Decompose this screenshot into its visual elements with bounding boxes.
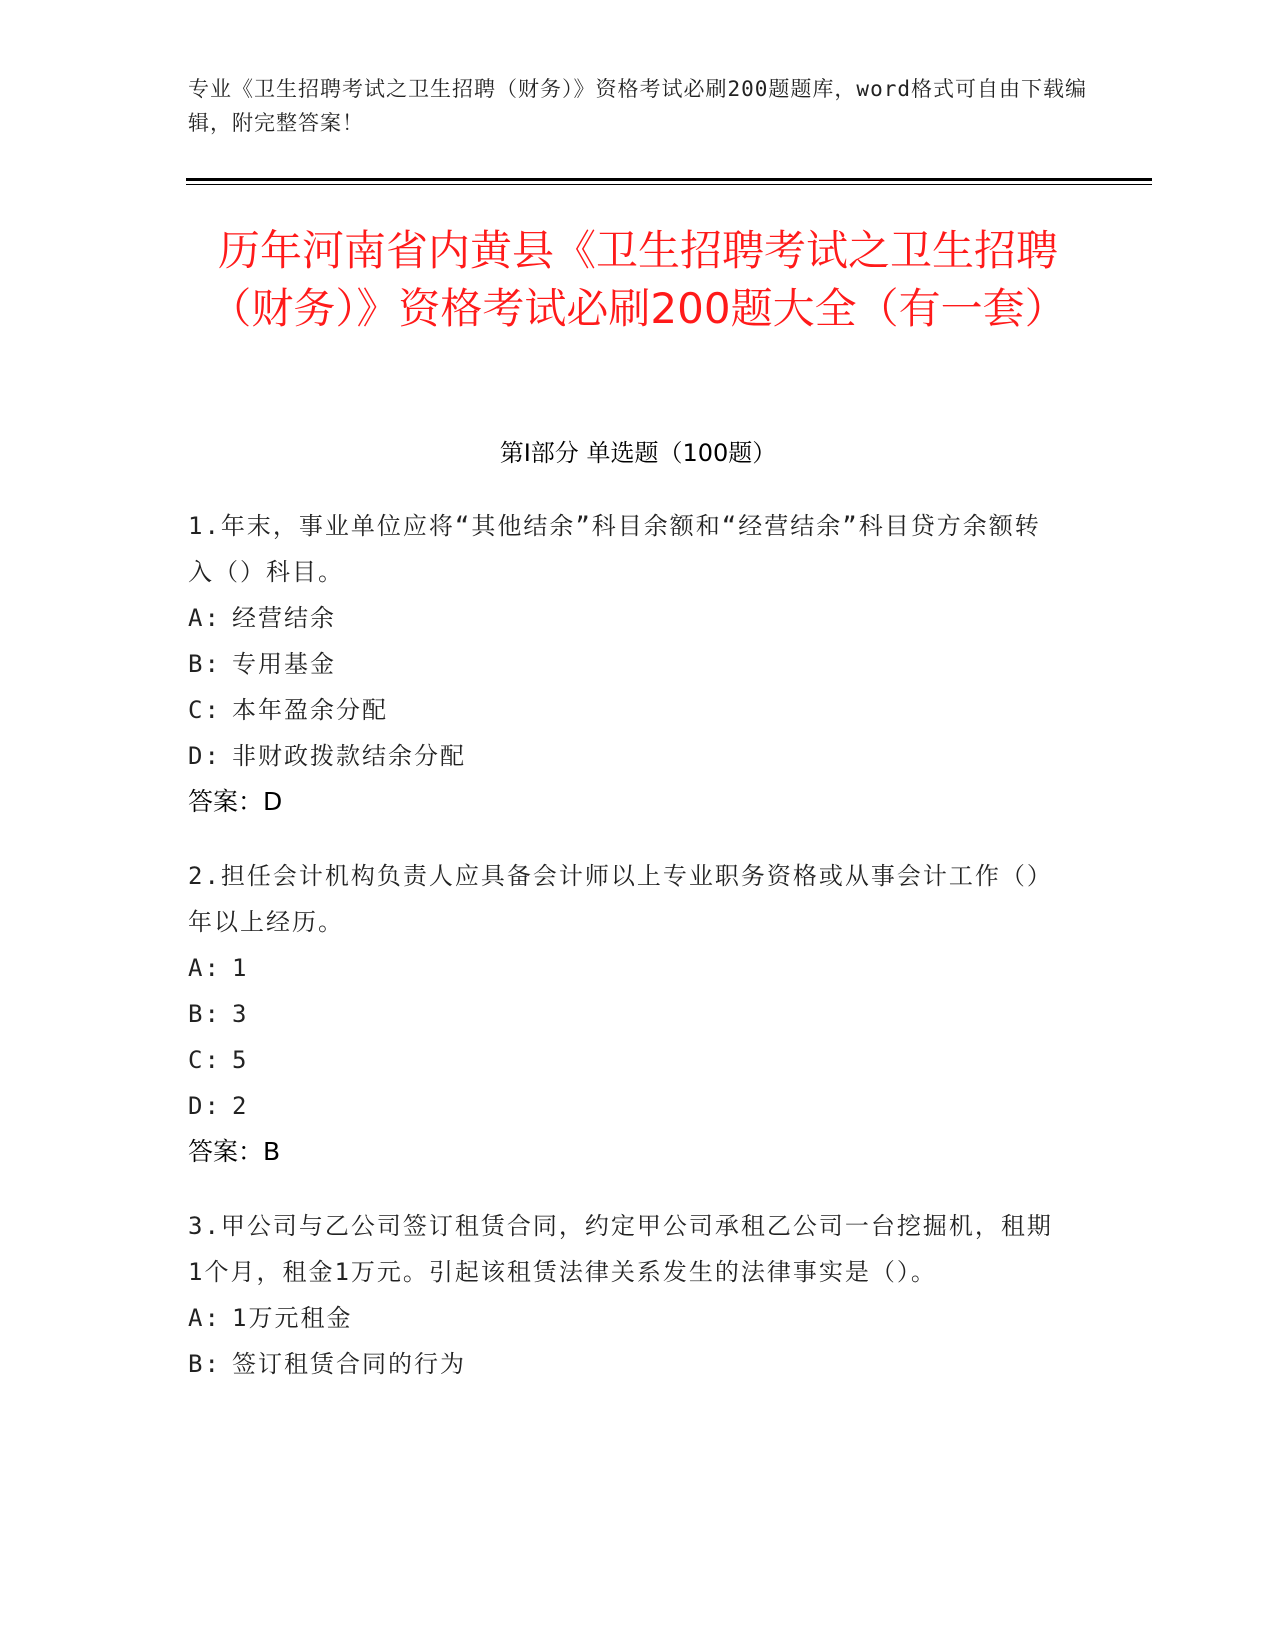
option-c	[188, 687, 1058, 733]
option-letter: A:	[188, 1304, 221, 1332]
option-text: 本年盈余分配	[232, 696, 388, 724]
option-a	[188, 1295, 1058, 1341]
option-a	[188, 945, 1058, 991]
option-text: 专用基金	[232, 650, 336, 678]
option-b	[188, 991, 1058, 1037]
option-letter: C:	[188, 1046, 221, 1074]
option-text: 签订租赁合同的行为	[232, 1350, 466, 1378]
option-text: 非财政拨款结余分配	[232, 742, 466, 770]
option-a	[188, 595, 1058, 641]
document-title: 历年河南省内黄县《卫生招聘考试之卫生招聘（财务）》资格考试必刷200题大全（有一套）	[209, 226, 1067, 333]
question-1	[188, 503, 1058, 825]
option-letter: B:	[188, 1350, 221, 1378]
option-d	[188, 733, 1058, 779]
option-text: 3	[232, 1000, 249, 1028]
header-note: 专业《卫生招聘考试之卫生招聘（财务）》资格考试必刷200题题库，word格式可自由下载编辑，附完整答案！	[188, 77, 1087, 135]
option-letter: B:	[188, 1000, 221, 1028]
option-letter: A:	[188, 604, 221, 632]
answer: 答案：B	[188, 1137, 281, 1166]
option-text: 1万元租金	[232, 1304, 353, 1332]
answer: 答案：D	[188, 787, 283, 816]
option-c	[188, 1037, 1058, 1083]
question-stem: 3.甲公司与乙公司签订租赁合同，约定甲公司承租乙公司一台挖掘机，租期1个月，租金1万元。引起该租赁法律关系发生的法律事实是（）。	[188, 1212, 1053, 1286]
header-divider-thick	[186, 178, 1152, 181]
question-3	[188, 1203, 1058, 1387]
option-b	[188, 1341, 1058, 1387]
option-text: 经营结余	[232, 604, 336, 632]
option-letter: B:	[188, 650, 221, 678]
question-stem: 1.年末，事业单位应将“其他结余”科目余额和“经营结余”科目贷方余额转入（）科目。	[188, 512, 1041, 586]
question-stem: 2.担任会计机构负责人应具备会计师以上专业职务资格或从事会计工作（）年以上经历。	[188, 862, 1053, 936]
option-letter: D:	[188, 1092, 221, 1120]
option-b	[188, 641, 1058, 687]
option-text: 5	[232, 1046, 249, 1074]
section-heading: 第I部分 单选题（100题）	[499, 439, 777, 467]
option-d	[188, 1083, 1058, 1129]
option-letter: D:	[188, 742, 221, 770]
option-letter: C:	[188, 696, 221, 724]
option-text: 2	[232, 1092, 249, 1120]
question-2	[188, 853, 1058, 1175]
header-divider-thin	[186, 184, 1152, 185]
option-letter: A:	[188, 954, 221, 982]
option-text: 1	[232, 954, 249, 982]
